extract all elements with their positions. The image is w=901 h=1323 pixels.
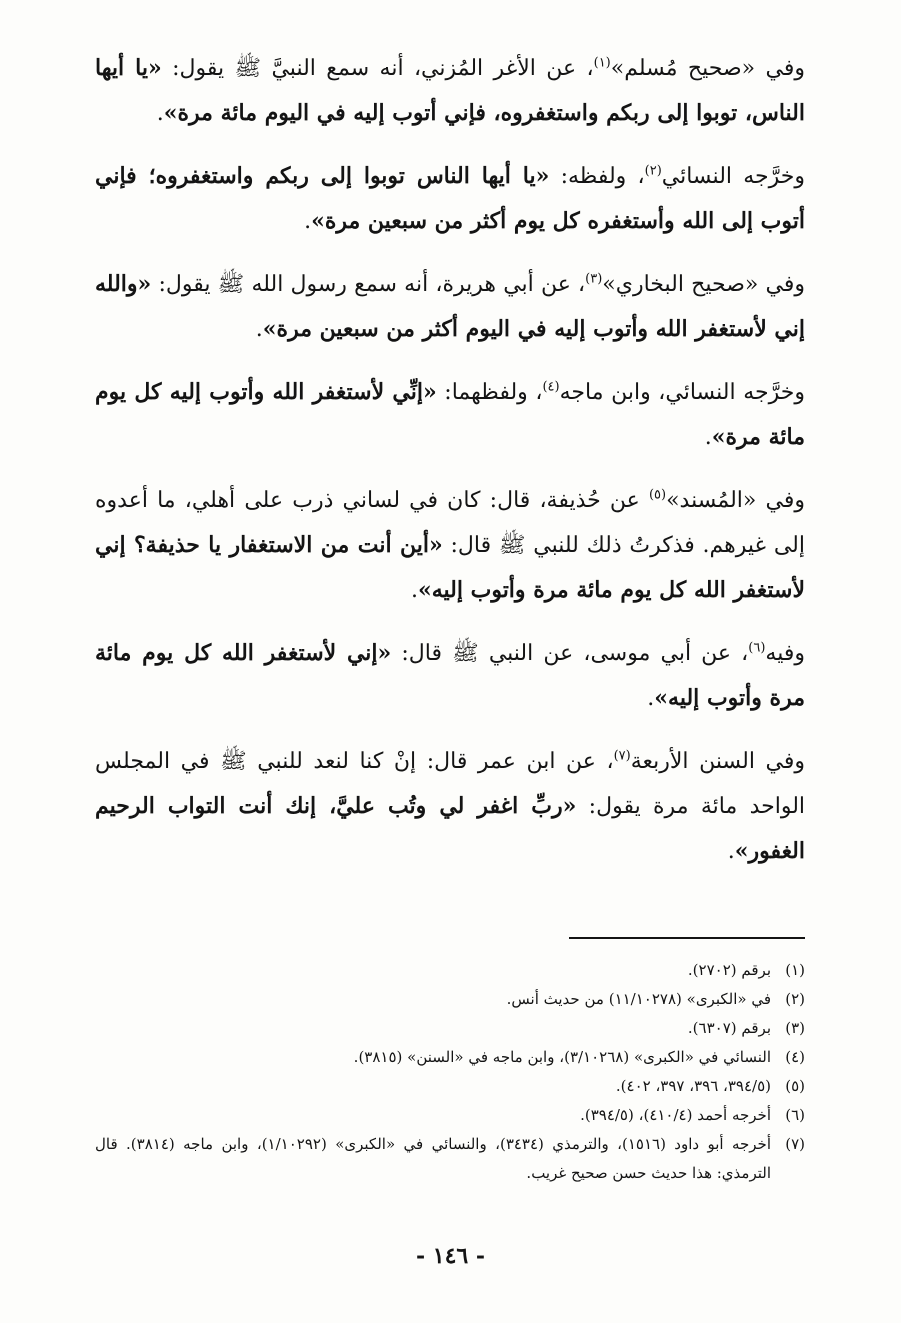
main-text [95,46,805,892]
footnote-text: أخرجه أبو داود (١٥١٦)، والترمذي (٣٤٣٤)، والنسائي في «الكبرى» (١/١٠٢٩٢)، وابن ماجه (٣٨١٤). قال الترمذي: هذا حديث حسن صحيح غريب. [95,1135,771,1182]
text-run: ، عن ابن عمر قال: إنْ كنا لنعد للنبي ﷺ في المجلس الواحد مائة مرة يقول: [95,749,806,819]
text-run: ، ولفظهما: [436,380,543,405]
footnote [95,1130,805,1188]
footnote-text: برقم (٢٧٠٢). [687,961,771,979]
text-run: . [410,578,418,603]
hadith-quote: «إنِّي لأستغفر الله وأتوب إليه كل يوم مائة مرة» [95,379,805,450]
paragraph [95,46,805,136]
paragraph [95,262,805,352]
footnote-text: أخرجه أحمد (٤١٠/٤)، (٣٩٤/٥). [580,1106,771,1124]
footnote-text: برقم (٦٣٠٧). [687,1019,771,1037]
footnote-number: (٣) [785,1019,805,1037]
text-run: ، عن أبي موسى، عن النبي ﷺ قال: [391,641,749,666]
footnote-number: (٧) [785,1135,805,1153]
page-number: - ١٤٦ - [415,1243,486,1269]
footnote-text: (٣٩٤/٥، ٣٩٦، ٣٩٧، ٤٠٢). [615,1077,771,1095]
text-run: وخرَّجه النسائي [661,164,806,189]
footnote [95,1072,805,1101]
text-run: . [255,317,263,342]
footnote-divider [569,937,805,939]
text-run: . [727,839,735,864]
footnote [95,956,805,985]
hadith-quote: «ربِّ اغفر لي وتُب عليَّ، إنك أنت التواب الرحيم الغفور» [95,793,805,864]
hadith-quote: «أين أنت من الاستغفار يا حذيفة؟ إني لأستغفر الله كل يوم مائة مرة وأتوب إليه» [95,532,805,603]
hadith-quote: «والله إني لأستغفر الله وأتوب إليه في اليوم أكثر من سبعين مرة» [95,271,805,342]
footnote-ref: (١) [593,55,611,71]
text-run: . [156,101,164,126]
footnote [95,1014,805,1043]
footnote-ref: (٣) [585,271,603,287]
footnotes-list [95,956,805,1188]
footnote-number: (٦) [785,1106,805,1124]
text-run: وفي «المُسند» [666,488,805,513]
footnote-text: في «الكبرى» (١١/١٠٢٧٨) من حديث أنس. [506,990,771,1008]
footnote-ref: (٦) [748,640,766,656]
footnote-ref: (٢) [644,163,662,179]
paragraph [95,370,805,460]
paragraph [95,739,805,874]
footnote [95,985,805,1014]
text-run: . [704,425,712,450]
text-run: وفي «صحيح مُسلم» [610,56,805,81]
text-run: . [304,209,312,234]
text-run: ، عن أبي هريرة، أنه سمع رسول الله ﷺ يقول: [151,272,586,297]
text-run: ، عن الأغر المُزني، أنه سمع النبيَّ ﷺ يقول: [161,56,594,81]
text-run: وفي «صحيح البخاري» [602,272,806,297]
paragraph [95,478,805,613]
footnote-text: النسائي في «الكبرى» (٣/١٠٢٦٨)، وابن ماجه في «السنن» (٣٨١٥). [353,1048,771,1066]
footnote-ref: (٥) [648,487,667,503]
hadith-quote: «يا أيها الناس توبوا إلى ربكم واستغفروه؛ فإني أتوب إلى الله وأستغفره كل يوم أكثر من سبعين مرة» [95,163,805,234]
text-run: . [647,686,655,711]
paragraph [95,154,805,244]
footnote [95,1043,805,1072]
footnote [95,1101,805,1130]
footnote-number: (١) [785,961,805,979]
text-run: وخرَّجه النسائي، وابن ماجه [559,380,805,405]
text-run: ، ولفظه: [549,164,645,189]
text-run: وفي السنن الأربعة [630,749,806,774]
paragraph [95,631,805,721]
text-run: وفيه [765,641,805,666]
footnote-ref: (٧) [613,748,631,764]
hadith-quote: «إني لأستغفر الله كل يوم مائة مرة وأتوب إليه» [95,640,805,711]
hadith-quote: «يا أيها الناس، توبوا إلى ربكم واستغفروه، فإني أتوب إليه في اليوم مائة مرة» [95,55,805,126]
footnote-number: (٢) [785,990,805,1008]
footnote-number: (٥) [785,1077,805,1095]
footnote-ref: (٤) [542,379,560,395]
text-run: عن حُذيفة، قال: كان في لساني ذرب على أهلي، ما أعدوه إلى غيرهم. فذكرتُ ذلك للنبي ﷺ قال: [95,488,805,558]
footnote-number: (٤) [785,1048,805,1066]
